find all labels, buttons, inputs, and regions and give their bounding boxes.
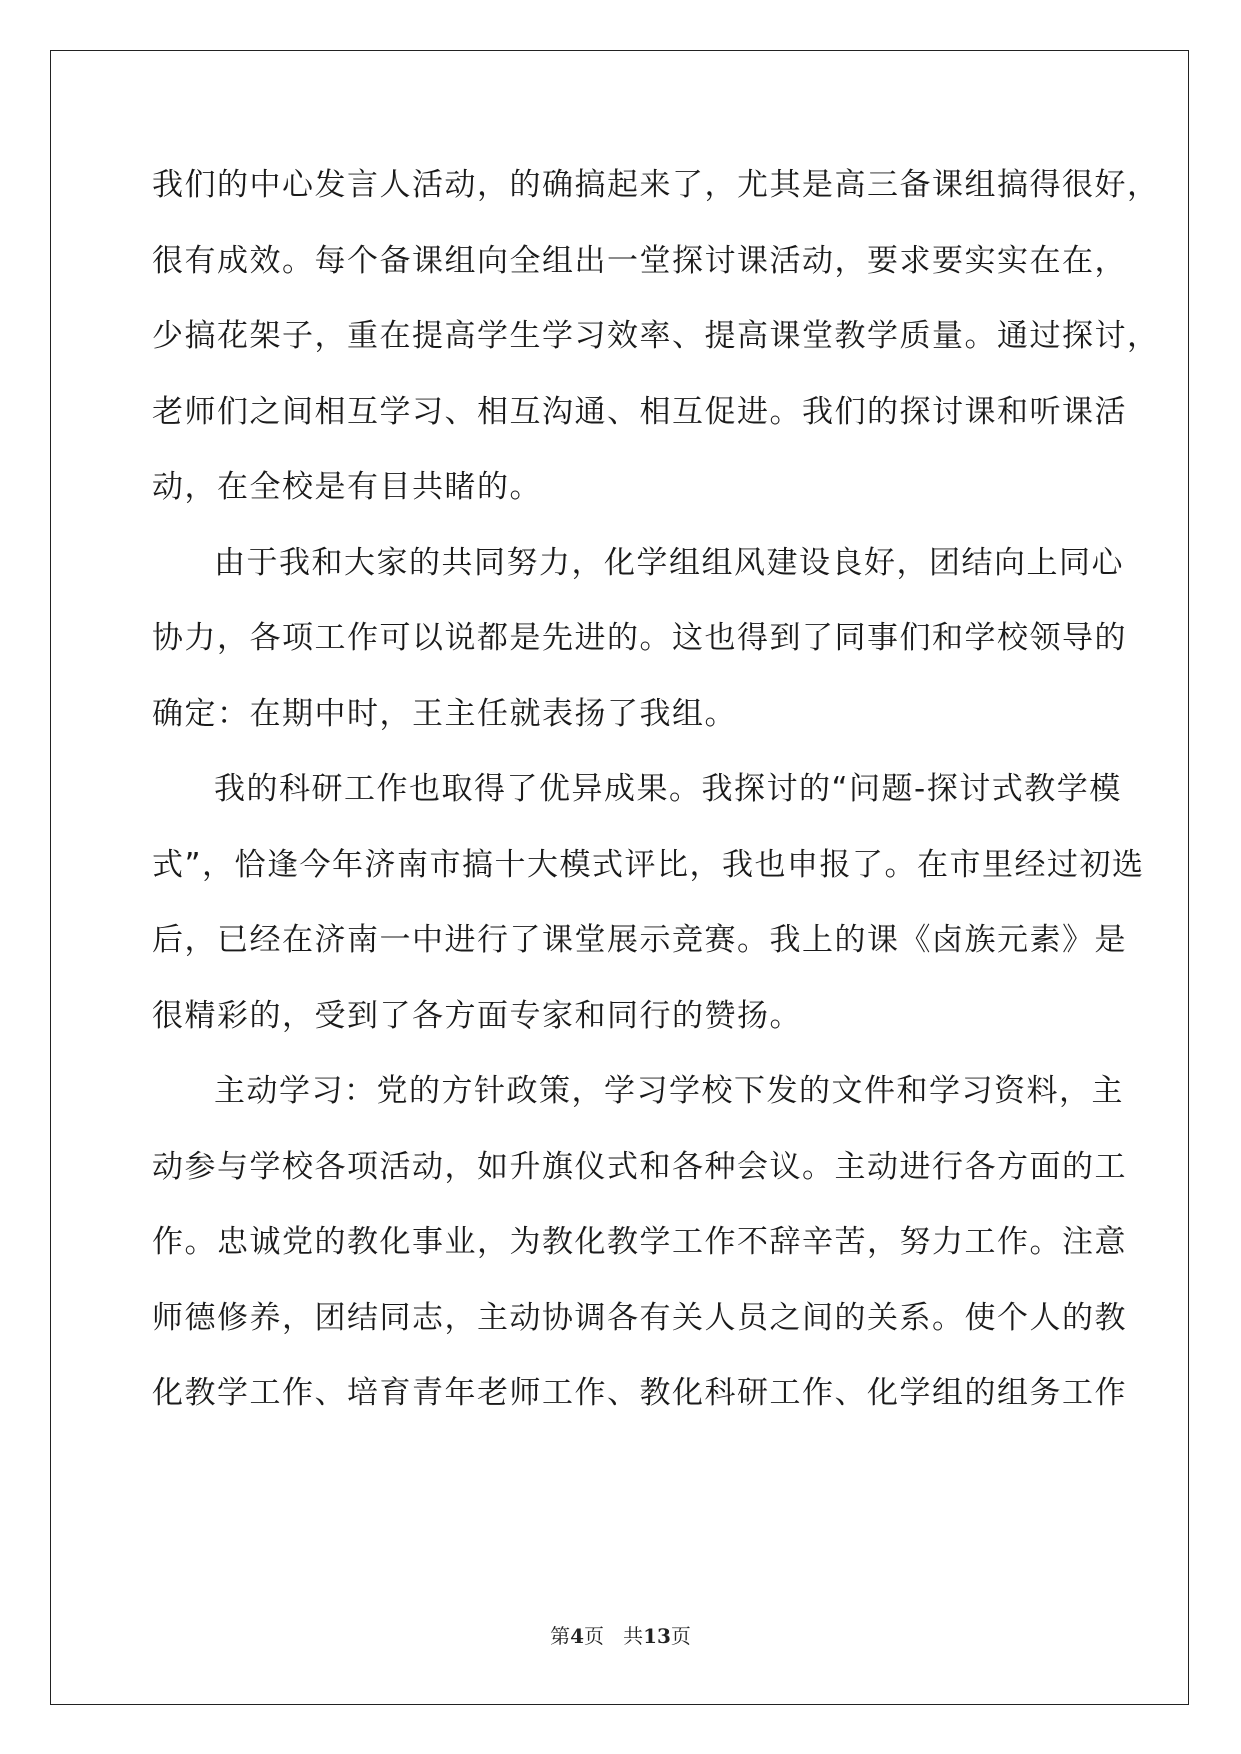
page-suffix: 页 [584, 1624, 604, 1648]
total-prefix: 共 [623, 1624, 644, 1648]
text-line: 很有成效。每个备课组向全组出一堂探讨课活动，要求要实实在在， [152, 242, 1127, 279]
paragraph-1 [152, 163, 1160, 541]
page-number-footer [0, 1620, 1241, 1649]
text-line: 确定：在期中时，王主任就表扬了我组。 [152, 695, 737, 732]
text-line: 式”，恰逢今年济南市搞十大模式评比，我也申报了。在市里经过初选 [152, 846, 1145, 883]
text-line: 动，在全校是有目共睹的。 [152, 469, 542, 505]
text-line: 作。忠诚党的教化事业，为教化教学工作不辞辛苦，努力工作。注意 [152, 1224, 1127, 1260]
paragraph-2 [152, 541, 1127, 768]
text-line: 化教学工作、培育青年老师工作、教化科研工作、化学组的组务工作 [152, 1375, 1127, 1411]
text-line: 很精彩的，受到了各方面专家和同行的赞扬。 [152, 997, 802, 1034]
total-suffix: 页 [670, 1624, 691, 1648]
text-line: 老师们之间相互学习、相互沟通、相互促进。我们的探讨课和听课活 [152, 393, 1127, 430]
text-line: 我的科研工作也取得了优异成果。我探讨的“问题-探讨式教学模 [214, 771, 1122, 807]
current-page-number: 4 [570, 1624, 584, 1648]
paragraph-3 [152, 767, 1145, 1069]
text-line: 后，已经在济南一中进行了课堂展示竞赛。我上的课《卤族元素》是 [152, 922, 1127, 958]
document-body [152, 163, 1160, 1447]
text-line: 由于我和大家的共同努力，化学组组风建设良好，团结向上同心 [214, 544, 1124, 581]
text-line: 主动学习：党的方针政策，学习学校下发的文件和学习资料，主 [214, 1073, 1124, 1109]
page-prefix: 第 [550, 1624, 571, 1648]
text-line: 师德修养，团结同志，主动协调各有关人员之间的关系。使个人的教 [152, 1299, 1127, 1336]
paragraph-4 [152, 1069, 1127, 1447]
text-line: 我们的中心发言人活动，的确搞起来了，尤其是高三备课组搞得很好， [152, 167, 1160, 203]
text-line: 协力，各项工作可以说都是先进的。这也得到了同事们和学校领导的 [152, 620, 1127, 656]
text-line: 少搞花架子，重在提高学生学习效率、提高课堂教学质量。通过探讨， [152, 318, 1160, 354]
text-line: 动参与学校各项活动，如升旗仪式和各种会议。主动进行各方面的工 [152, 1148, 1127, 1185]
total-page-count: 13 [643, 1624, 671, 1648]
